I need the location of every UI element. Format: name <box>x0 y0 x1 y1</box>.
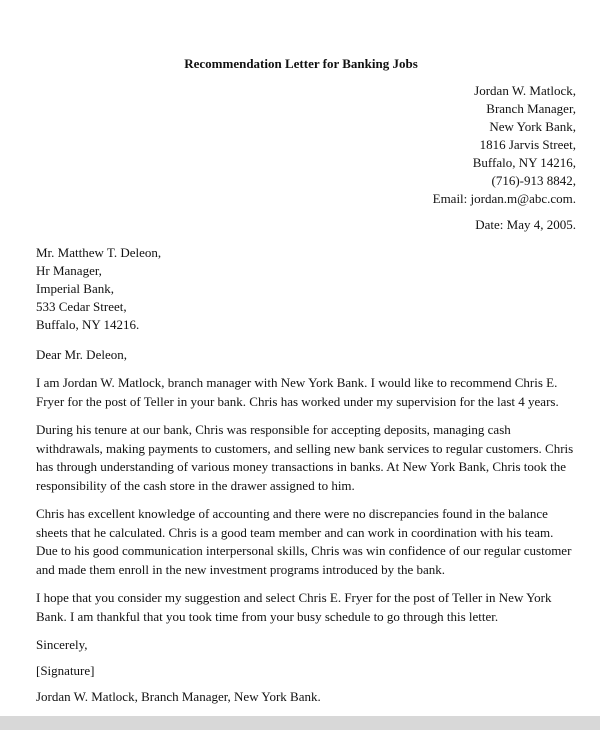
recipient-street: 533 Cedar Street, <box>36 299 127 314</box>
recipient-position: Hr Manager, <box>36 263 102 278</box>
recipient-name: Mr. Matthew T. Deleon, <box>36 245 162 260</box>
sender-city: Buffalo, NY 14216, <box>472 155 576 170</box>
letter-title: Recommendation Letter for Banking Jobs <box>184 56 418 71</box>
paragraph: During his tenure at our bank, Chris was responsible for accepting deposits, managing cash withdrawals, making payments to customers, and selling new bank services to regular customers. Chris has through understanding of various money transactions in banks. At New York Bank, Chris took the responsibility of the cash store in the drawer assigned to him. <box>36 422 574 493</box>
signature-placeholder: [Signature] <box>36 663 95 678</box>
closing: Sincerely, <box>36 637 88 652</box>
sender-address <box>36 82 576 208</box>
sender-company: New York Bank, <box>489 119 576 134</box>
paragraph: I hope that you consider my suggestion and select Chris E. Fryer for the post of Teller in New York Bank. I am thankful that you took time from your busy schedule to go through this letter. <box>36 590 552 624</box>
sender-phone: (716)-913 8842, <box>491 173 576 188</box>
sender-name: Jordan W. Matlock, <box>474 83 576 98</box>
sender-email: Email: jordan.m@abc.com. <box>432 191 576 206</box>
page-bottom-edge <box>0 716 600 730</box>
recipient-company: Imperial Bank, <box>36 281 114 296</box>
recipient-address <box>36 244 576 334</box>
sender-street: 1816 Jarvis Street, <box>479 137 576 152</box>
salutation: Dear Mr. Deleon, <box>36 347 127 362</box>
recipient-city: Buffalo, NY 14216. <box>36 317 140 332</box>
letter-date: Date: May 4, 2005. <box>475 217 576 232</box>
paragraph: I am Jordan W. Matlock, branch manager with New York Bank. I would like to recommend Chris E. Fryer for the post of Teller in your bank. Chris has worked under my supervision for the last 4 years. <box>36 375 559 409</box>
letter-body <box>36 50 576 706</box>
signoff: Jordan W. Matlock, Branch Manager, New York Bank. <box>36 689 321 704</box>
paragraph: Chris has excellent knowledge of accounting and there were no discrepancies found in the balance sheets that he calculated. Chris is a good team member and can work in coordination with his team. Due to his good communication interpersonal skills, Chris was win confidence of our regular customer and made them enroll in the new investment programs introduced by the bank. <box>36 506 572 577</box>
sender-position: Branch Manager, <box>486 101 576 116</box>
